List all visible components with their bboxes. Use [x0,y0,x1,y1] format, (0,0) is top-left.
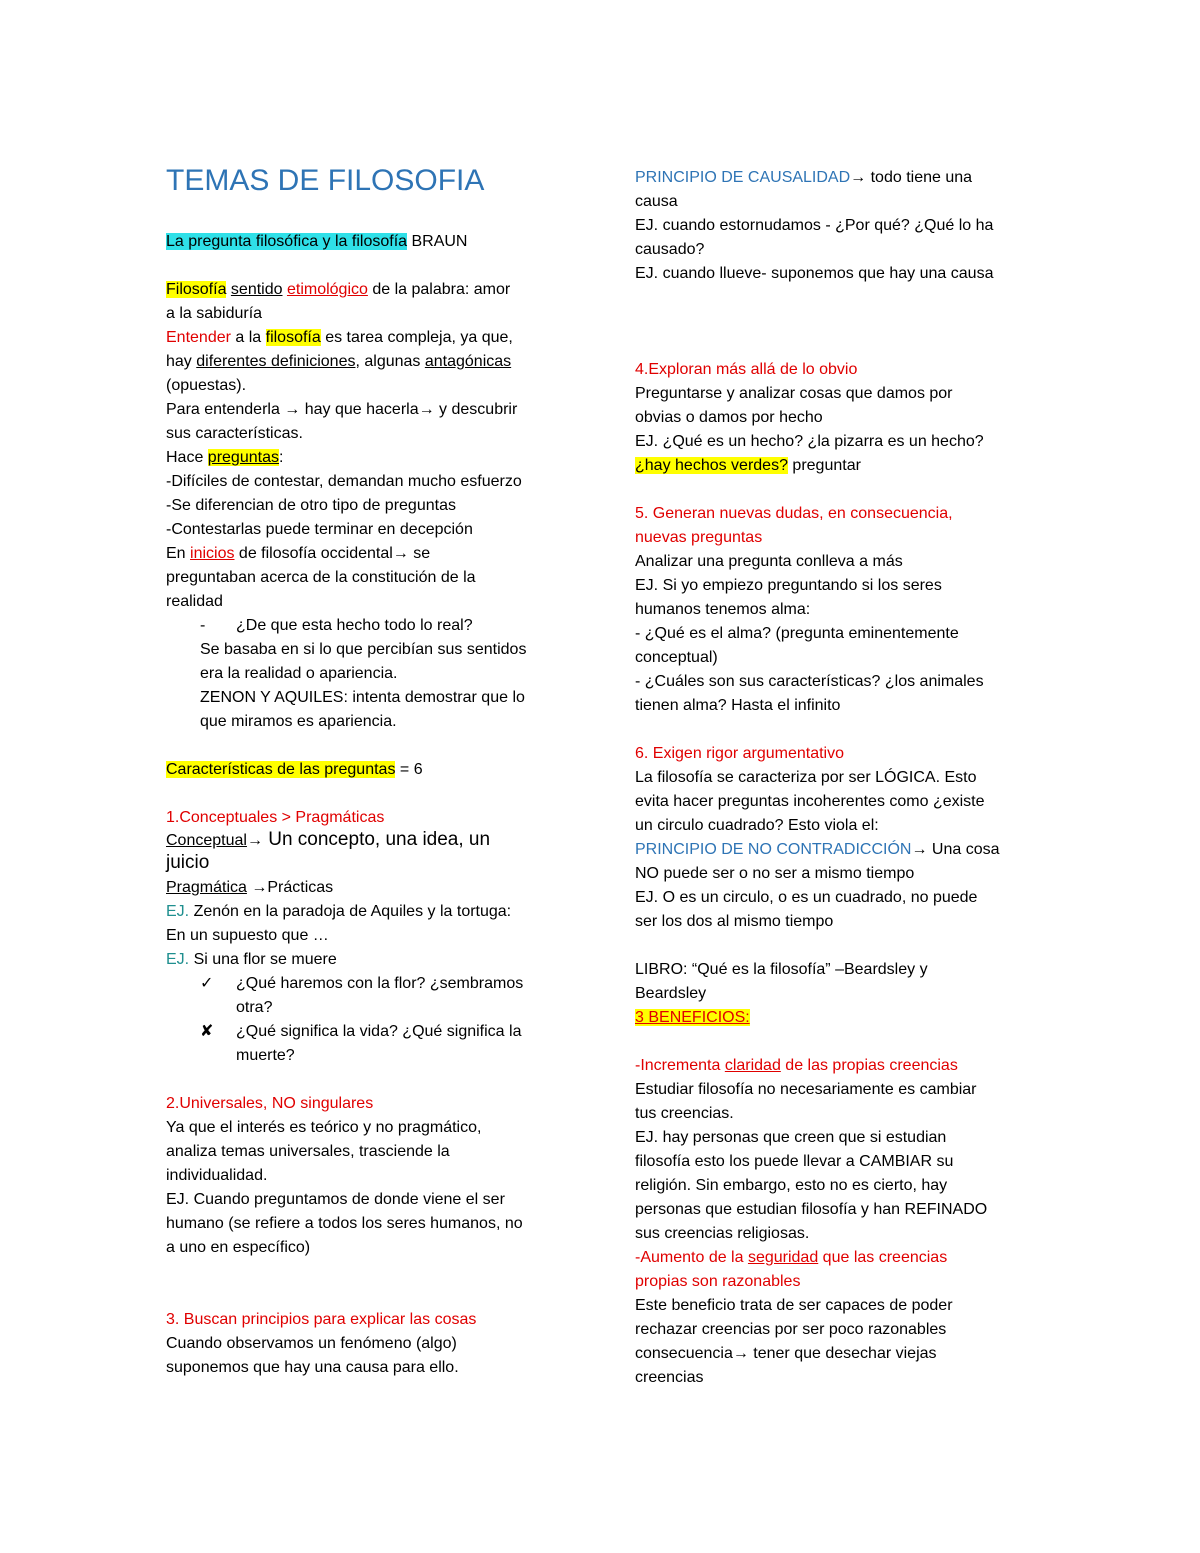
check-icon: ✓ [200,975,214,992]
text-line: -Se diferencian de otro tipo de preguntas [166,497,456,514]
text-line: En un supuesto que … [166,927,329,944]
section-heading: 2.Universales, NO singulares [166,1095,374,1112]
text-line: EJ. hay personas que creen que si estudian [635,1129,947,1146]
section-heading: 3. Buscan principios para explicar las cosas [166,1311,477,1328]
text-line: un circulo cuadrado? Esto viola el: [635,817,879,834]
text-line: a la sabiduría [166,305,263,322]
text-line: a uno en específico) [166,1239,311,1256]
text-line: EJ. ¿Qué es un hecho? ¿la pizarra es un hecho? [635,433,984,450]
text-line: preguntaban acerca de la constitución de la [166,569,476,586]
section-subtitle: La pregunta filosófica y la filosofía BRAUN [166,233,468,250]
text-line: Hace preguntas: [166,449,284,466]
text-line: Entender a la filosofía es tarea compleja, ya que, [166,329,513,346]
text-line: Pragmática →Prácticas [166,879,334,896]
text-line: ser los dos al mismo tiempo [635,913,834,930]
text-line: religión. Sin embargo, esto no es cierto, hay [635,1177,948,1194]
text-line: La filosofía se caracteriza por ser LÓGICA. Esto [635,769,977,786]
text-line: LIBRO: “Qué es la filosofía” –Beardsley y [635,961,928,978]
section-heading: 5. Generan nuevas dudas, en consecuencia, [635,505,953,522]
text-line: EJ. Si una flor se muere [166,951,337,968]
text-line: Ya que el interés es teórico y no pragmático, [166,1119,482,1136]
text-line: Estudiar filosofía no necesariamente es cambiar [635,1081,977,1098]
text-line: EJ. cuando llueve- suponemos que hay una causa [635,265,994,282]
text-line: analiza temas universales, trasciende la [166,1143,450,1160]
text-line: (opuestas). [166,377,247,394]
section-heading: propias son razonables [635,1273,801,1290]
text-line: causa [635,193,678,210]
section-heading: 3 BENEFICIOS: [635,1009,750,1026]
text-line: tienen alma? Hasta el infinito [635,697,841,714]
text-line: - ¿Cuáles son sus características? ¿los animales [635,673,984,690]
list-item: - ¿De que esta hecho todo lo real? [200,617,473,634]
text-line: Beardsley [635,985,707,1002]
text-line: rechazar creencias por ser poco razonables [635,1321,947,1338]
text-line: humano (se refiere a todos los seres humanos, no [166,1215,523,1232]
section-heading: nuevas preguntas [635,529,763,546]
cross-icon: ✘ [200,1023,214,1040]
text-line: Se basaba en si lo que percibían sus sentidos [200,641,527,658]
text-line: EJ. O es un circulo, o es un cuadrado, no puede [635,889,978,906]
section-heading: 1.Conceptuales > Pragmáticas [166,809,385,826]
text-line: muerte? [236,1047,295,1064]
text-line: Para entenderla → hay que hacerla→ y descubrir [166,401,518,418]
section-heading: Características de las preguntas = 6 [166,761,423,778]
text-line: Analizar una pregunta conlleva a más [635,553,903,570]
text-line: conceptual) [635,649,718,666]
text-line: obvias o damos por hecho [635,409,823,426]
section-heading: PRINCIPIO DE CAUSALIDAD→ todo tiene una [635,169,973,186]
text-line: otra? [236,999,273,1016]
document-title: TEMAS DE FILOSOFIA [166,164,485,197]
section-heading: 4.Exploran más allá de lo obvio [635,361,858,378]
text-line: creencias [635,1369,704,1386]
text-line: causado? [635,241,705,258]
text-line: filosofía esto los puede llevar a CAMBIAR su [635,1153,954,1170]
text-line: Este beneficio trata de ser capaces de poder [635,1297,953,1314]
text-line: Cuando observamos un fenómeno (algo) [166,1335,457,1352]
text-line: Preguntarse y analizar cosas que damos por [635,385,953,402]
text-line: hay diferentes definiciones, algunas antagónicas [166,353,512,370]
text-line: humanos tenemos alma: [635,601,811,618]
text-line: EJ. Cuando preguntamos de donde viene el ser [166,1191,505,1208]
text-line: evita hacer preguntas incoherentes como ¿existe [635,793,985,810]
text-line: -Difíciles de contestar, demandan mucho esfuerzo [166,473,522,490]
section-heading: -Incrementa claridad de las propias creencias [635,1057,958,1074]
text-line: era la realidad o apariencia. [200,665,398,682]
text-line: sus creencias religiosas. [635,1225,810,1242]
text-line: ZENON Y AQUILES: intenta demostrar que lo [200,689,525,706]
section-heading: -Aumento de la seguridad que las creencias [635,1249,948,1266]
text-line: tus creencias. [635,1105,734,1122]
text-line: En inicios de filosofía occidental→ se [166,545,431,562]
text-line: -Contestarlas puede terminar en decepción [166,521,473,538]
text-line: EJ. Zenón en la paradoja de Aquiles y la tortuga: [166,903,512,920]
text-line: PRINCIPIO DE NO CONTRADICCIÓN→ Una cosa [635,841,1000,858]
text-line: Conceptual→ Un concepto, una idea, un [166,829,491,850]
list-item: ✘ ¿Qué significa la vida? ¿Qué significa la [200,1023,522,1040]
text-line: - ¿Qué es el alma? (pregunta eminentemente [635,625,959,642]
text-line: consecuencia→ tener que desechar viejas [635,1345,937,1362]
text-line: que miramos es apariencia. [200,713,397,730]
text-line: Filosofía sentido etimológico de la palabra: amor [166,281,511,298]
text-line: ¿hay hechos verdes? preguntar [635,457,861,474]
text-line: NO puede ser o no ser a mismo tiempo [635,865,915,882]
list-item: ✓ ¿Qué haremos con la flor? ¿sembramos [200,975,524,992]
text-line: individualidad. [166,1167,268,1184]
text-line: realidad [166,593,223,610]
text-line: sus características. [166,425,303,442]
section-heading: 6. Exigen rigor argumentativo [635,745,844,762]
text-line: EJ. cuando estornudamos - ¿Por qué? ¿Qué lo ha [635,217,994,234]
text-line: juicio [166,852,210,873]
text-line: EJ. Si yo empiezo preguntando si los seres [635,577,942,594]
text-line: personas que estudian filosofía y han REFINADO [635,1201,988,1218]
text-line: suponemos que hay una causa para ello. [166,1359,459,1376]
